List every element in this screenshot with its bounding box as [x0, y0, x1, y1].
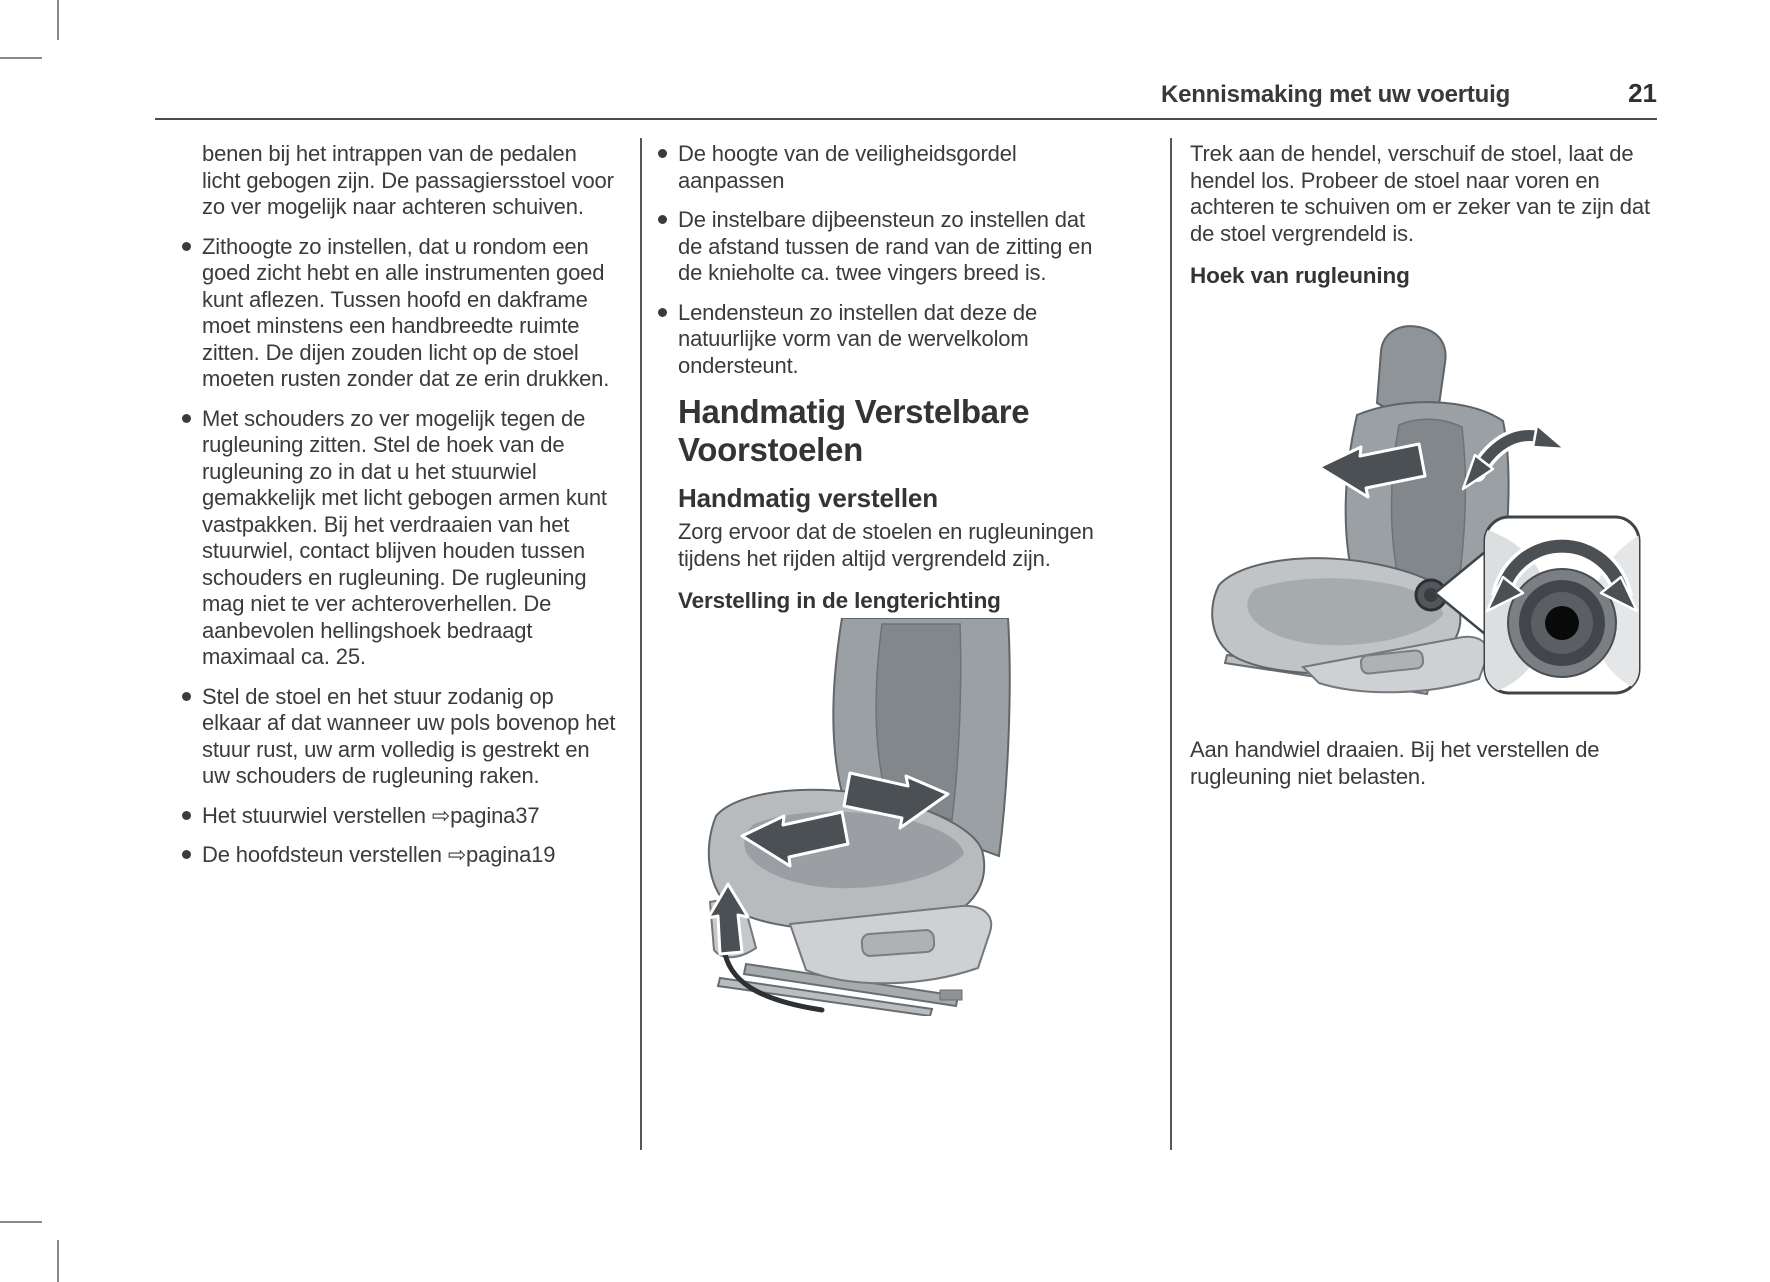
- list-item-page-reference: De hoofdsteun verstellen ⇨pagina19: [182, 842, 618, 869]
- column-divider-1: [640, 138, 642, 1150]
- subsection-title: Handmatig verstellen: [678, 483, 938, 513]
- column-divider-2: [1170, 138, 1172, 1150]
- body-paragraph: Trek aan de hendel, verschuif de stoel, laat de hendel los. Probeer de stoel naar voren en achteren te schuiven om er zeker van te zijn dat de stoel vergrendeld is.: [1190, 141, 1650, 246]
- list-item: Lendensteun zo instellen dat deze de natuurlijke vorm van de wervelkolom ondersteunt.: [658, 300, 1114, 380]
- crop-mark-bottom-left-horizontal: [0, 1221, 42, 1223]
- column-3: [1190, 141, 1662, 790]
- list-item: Stel de stoel en het stuur zodanig op elkaar af dat wanneer uw pols bovenop het stuur rust, uw arm volledig is gestrekt en uw schouders de rugleuning raken.: [182, 684, 618, 790]
- seat-backrest-angle-illustration: [1185, 297, 1657, 711]
- column-1: [182, 141, 618, 882]
- bullet-icon: [182, 692, 191, 701]
- crop-mark-top-left-vertical: [57, 0, 59, 40]
- body-paragraph: Zorg ervoor dat de stoelen en rugleuningen tijdens het rijden altijd vergrendeld zijn.: [678, 519, 1094, 571]
- bullet-icon: [658, 215, 667, 224]
- bullet-list-1: [182, 234, 618, 869]
- crop-mark-top-left-horizontal: [0, 57, 42, 59]
- page-header: [155, 0, 1657, 120]
- bullet-icon: [182, 811, 191, 820]
- chapter-title: Kennismaking met uw voertuig: [1160, 81, 1511, 108]
- bullet-icon: [658, 308, 667, 317]
- page-number: 21: [1628, 78, 1657, 108]
- list-item-page-reference: Het stuurwiel verstellen ⇨pagina37: [182, 803, 618, 830]
- bullet-icon: [182, 414, 191, 423]
- column-2: [658, 141, 1114, 1016]
- list-item: Met schouders zo ver mogelijk tegen de rugleuning zitten. Stel de hoek van de rugleuning zo in dat u het stuurwiel gemakkelijk met licht gebogen armen kunt vastpakken. Bij het verdraaien van het stuurwiel, contact blijven houden tussen schouders en rugleuning. De rugleuning mag niet te ver achteroverhellen. De aanbevolen hellingshoek bedraagt maximaal ca. 25.: [182, 406, 618, 671]
- seat-handle-recess: [861, 930, 934, 957]
- crop-mark-bottom-left-vertical: [57, 1240, 59, 1282]
- bullet-icon: [182, 242, 191, 251]
- seat-backrest-panel: [1391, 419, 1465, 595]
- seat-headrest: [1377, 326, 1446, 411]
- bullet-icon: [182, 850, 191, 859]
- section-title: Handmatig Verstelbare Voorstoelen: [678, 393, 1030, 468]
- bullet-list-2: [658, 141, 1114, 379]
- list-item: De hoogte van de veiligheidsgordel aanpassen: [658, 141, 1114, 194]
- intro-paragraph: benen bij het intrappen van de pedalen licht gebogen zijn. De passagiersstoel voor zo ver mogelijk naar achteren schuiven.: [202, 141, 614, 219]
- bullet-icon: [658, 149, 667, 158]
- body-paragraph: Aan handwiel draaien. Bij het verstellen de rugleuning niet belasten.: [1190, 737, 1600, 789]
- figure-heading-backrest-angle: Hoek van rugleuning: [1190, 263, 1410, 288]
- list-item: De instelbare dijbeensteun zo instellen dat de afstand tussen de rand van de zitting en de knieholte ca. twee vingers breed is.: [658, 207, 1114, 287]
- figure-heading-longitudinal: Verstelling in de lengterichting: [678, 588, 1001, 613]
- list-item: Zithoogte zo instellen, dat u rondom een goed zicht hebt en alle instrumenten goed kunt aflezen. Tussen hoofd en dakframe moet minstens een handbreedte ruimte zitten. De dijen zouden licht op de stoel moeten rusten zonder dat ze erin drukken.: [182, 234, 618, 393]
- seat-longitudinal-illustration: [694, 618, 1014, 1016]
